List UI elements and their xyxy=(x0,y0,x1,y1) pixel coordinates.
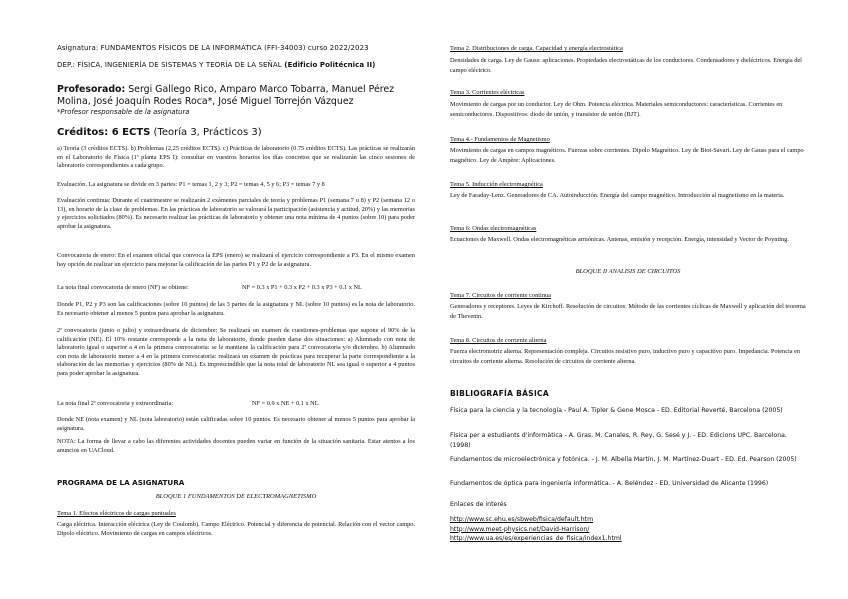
formula-second-call xyxy=(57,400,415,409)
tema-6-body: Ecuaciones de Maxwell. Ondas electromagnéticas armónicas. Antenas, emisión y recepción. Energía, intensidad y Vector de Poynting. xyxy=(450,236,789,243)
tema-6-title: Tema 6: Ondas electromagnéticas xyxy=(450,225,537,232)
tema-3-title: Tema 3. Corrientes eléctricas xyxy=(450,89,525,96)
paragraph-january: Convocatoria de enero: En el examen oficial que convoca la EPS (enero) se realizará el ejercicio correspondiente a P3. En el mismo examen hay opción de realizar un ejercicio para mejorar la calificación de las partes P1 y P2 de la asignatura. xyxy=(57,252,415,268)
links-list xyxy=(450,515,806,544)
link-ua-experiencias[interactable]: http://www.ua.es/es/experiencias_de_fisica/index1.html xyxy=(450,535,622,542)
link-sbweb[interactable]: http://www.sc.ehu.es/sbweb/fisica/default.htm xyxy=(450,516,594,523)
biblio-title: BIBLIOGRAFÍA BÁSICA xyxy=(450,389,549,398)
tema-3-body: Movimiento de cargas por un conductor. Ley de Ohm. Potencia eléctrica. Materiales semiconductores: características. Corrientes en semiconductores. Dispositivos: diodo de unión, y transistor de unión (BJT). xyxy=(450,101,783,118)
formula-second-expr: NF = 0.9 x NE + 0.1 x NL xyxy=(252,400,319,407)
professors xyxy=(57,84,415,107)
link-meet-physics[interactable]: http://www.meet-physics.net/David-Harrison/ xyxy=(450,525,590,533)
tema-8-title: Tema 8. Circuitos de corriente alterna xyxy=(450,337,547,344)
formula-january-expr: NF = 0.3 x P1 + 0.3 x P2 + 0.3 x P3 + 0.1 x NL xyxy=(242,284,362,291)
paragraph-ne-nl: Donde NE (nota examen) y NL (nota laboratorio) están calificadas sobre 10 puntos. Es necesario obtener al menos 5 puntos para aprobar la asignatura. xyxy=(57,416,415,432)
paragraph-note: NOTA: La forma de llevar a cabo las diferentes actividades docentes pueden variar en función de la situación sanitaria. Estar atentos a los anuncios en UACloud. xyxy=(57,438,415,454)
professor-note: *Profesor responsable de la asignatura xyxy=(57,108,190,116)
tema-7-body: Generadores y receptores. Leyes de Kirchoff. Resolución de circuitos: Método de las corrientes cíclicas de Maxwell y aplicación del teorema de Thevenin. xyxy=(450,303,806,320)
tema-5-body: Ley de Faraday-Lenz. Generadores de CA. Autoinducción. Energía del campo magnético. Introducción al magnetismo en la materia. xyxy=(450,192,785,199)
paragraph-continuous-eval: Evaluación continua: Durante el cuatrimestre se realizarán 2 exámenes parciales de teoría y problemas P1 (semana 7 u 8) y P2 (semana 12 o 13), en horario de la clase de problemas. En las prácticas de laboratorio se valorará la participación (asistencia y actitud, 20%) y las memorias y ejercicios solicitados (80%). Es necesario realizar las prácticas de laboratorio y obtener una nota mínima de 4 puntos (sobre 10) para poder aprobar la asignatura. xyxy=(57,197,415,230)
biblio-item: Física para la ciencia y la tecnología - Paul A. Tipler & Gene Mosca - ED. Editorial Reverté, Barcelona (2005) xyxy=(450,407,783,414)
paragraph-credits: a) Teoría (3 créditos ECTS). b) Problemas (2,25 créditos ECTS). c) Prácticas de laboratorio (0.75 créditos ECTS). Las prácticas se realizarán en el Laboratorio de Física (1ª planta EPS I): consultar en vuestros horarios los días concretos que se realizarán las cinco sesiones de laboratorio correspondientes a cada grupo. xyxy=(57,145,415,170)
paragraph-evaluation: Evaluación. La asignatura se divide en 3 partes: P1 = temas 1, 2 y 3; P2 = temas 4, 5 y 6; P3 = temas 7 y 8 xyxy=(57,181,325,188)
links-title: Enlaces de interés xyxy=(450,501,507,508)
credits-label: Créditos: 6 ECTS xyxy=(57,127,151,138)
credits-detail: (Teoría 3, Prácticos 3) xyxy=(150,127,262,138)
biblio-item: Fundamentos de óptica para ingeniería informática. - A. Beléndez - ED. Universidad de Alicante (1996) xyxy=(450,480,769,487)
formula-january xyxy=(57,284,415,293)
professors-label: Profesorado: xyxy=(57,84,126,95)
tema-5-title: Tema 5. Inducción electromagnética xyxy=(450,181,543,188)
bloque-2-title: BLOQUE II ANALISIS DE CIRCUITOS xyxy=(575,268,681,275)
department-building: (Edificio Politécnica II) xyxy=(281,61,376,69)
formula-january-label: La nota final convocatoria de enero (NF) se obtiene: xyxy=(57,284,189,291)
professors-names: Sergi Gallego Rico, Amparo Marco Tobarra, Manuel Pérez Molina, José Joaquín Rodes Roca*, José Miguel Torrejón Vázquez xyxy=(57,84,395,107)
tema-4-body: Movimiento de cargas en campos magnéticos. Fuerzas sobre corrientes. Dipolo Magnético. Ley de Biot-Savart. Ley de Gauss para el campo magnético. Ley de Ampère: Aplicaciones. xyxy=(450,147,804,164)
credits xyxy=(57,127,415,138)
bloque-1-title: BLOQUE 1 FUNDAMENTOS DE ELECTROMAGNETISMO xyxy=(155,493,317,500)
subject-line: Asignatura: FUNDAMENTOS FÍSICOS DE LA INFORMÁTICA (FFI-34003) curso 2022/2023 xyxy=(57,44,369,52)
department-name: DEP.: FÍSICA, INGENIERÍA DE SISTEMAS Y TEORÍA DE LA SEÑAL xyxy=(57,61,282,69)
tema-4-title: Tema 4.- Fundamentos de Magnetismo xyxy=(450,136,550,143)
paragraph-second-call: 2ª convocatoria (junio o julio) y extraordinaria de diciembre: Se realizará un examen de cuestiones-problemas que supone el 90% de la calificación (NE). El 10% restante corresponde a la nota de laboratorio, donde pueden darse dos situaciones: a) Alumnado con nota de laboratorio igual o superior a 4 en la primera convocatoria: se le mantiene la calificación para 2ª convocatoria y/o diciembre. b) Alumnado con nota de laboratorio menor a 4 en la primera convocatoria: realizará un examen de prácticas para recuperar la parte correspondiente a la elaboración de las memorias y ejercicios (80% de NL). Es imprescindible que la nota total de laboratorio NL sea igual o superior a 4 puntos para poder aprobar la asignatura. xyxy=(57,327,415,377)
biblio-item: Fundamentos de microelectrónica y fotónica. - J. M. Albella Martín, J. M. Martínez-Duart - ED. Ed. Pearson (2005) xyxy=(450,456,797,463)
tema-8-body: Fuerza electromotriz alterna. Representación compleja. Circuitos resistivo puro, inductivo puro y capacitivo puro. Impedancia. Potencia en circuitos de corriente alterna. Resolución de circuitos de corriente alterna. xyxy=(450,348,801,365)
tema-1-title: Tema 1. Efectos eléctricos de cargas puntuales xyxy=(57,510,176,517)
programa-title: PROGRAMA DE LA ASIGNATURA xyxy=(57,478,185,487)
tema-2-title: Tema 2. Distribuciones de carga. Capacidad y energía electrostática xyxy=(450,45,623,52)
paragraph-grades: Donde P1, P2 y P3 son las calificaciones (sobre 10 puntos) de las 3 partes de la asignatura y NL (sobre 10 puntos) es la nota de laboratorio. Es necesario obtener al menos 5 puntos para aprobar la asignatura. xyxy=(57,301,415,317)
tema-2-body: Densidades de carga. Ley de Gauss: aplicaciones. Propiedades electrostáticas de los conductores. Condensadores y dieléctricos. Energía del campo eléctrico. xyxy=(450,57,802,74)
tema-1-body: Carga eléctrica. Interacción eléctrica (Ley de Coulomb). Campo Eléctrico. Potencial y diferencia de potencial. Relación con el vector campo. Dipolo eléctrico. Movimiento de cargas en campos eléctricos. xyxy=(57,521,415,537)
tema-7-title: Tema 7. Circuitos de corriente continua xyxy=(450,292,552,299)
department-line xyxy=(57,61,415,69)
formula-second-label: La nota final 2ª convocatoria y extraordinaria: xyxy=(57,400,174,407)
biblio-item: Física per a estudiants d'informàtica - A. Gras, M. Canales, R. Rey, G. Sesé y J. - ED. Edicions UPC. Barcelona. (1998) xyxy=(450,432,787,449)
